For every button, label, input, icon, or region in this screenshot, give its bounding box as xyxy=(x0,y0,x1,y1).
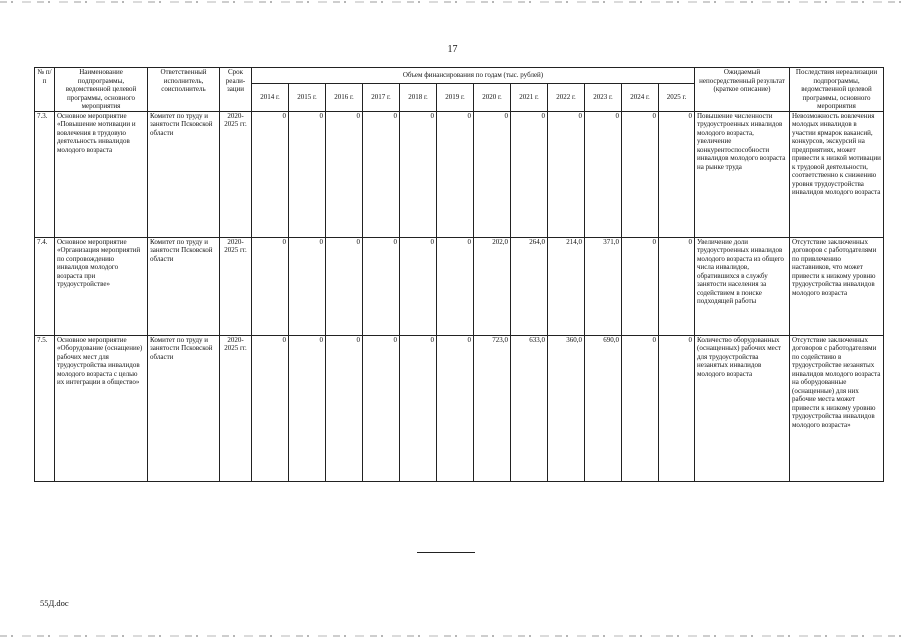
header-year: 2023 г. xyxy=(585,83,622,111)
row-num: 7.4. xyxy=(35,237,55,335)
header-row xyxy=(35,68,884,84)
header-responsible: Ответственный исполнитель, соисполнитель xyxy=(148,68,220,112)
row-consequence: Невозможность вовлечения молодых инвалидов в участии ярмарок вакансий, конкурсов, экскурсий на предприятиях, может привести к низкой мотивации к трудовой деятельности, соответственно к снижению уровня трудоустройства инвалидов молодого возраста xyxy=(790,111,884,237)
separator-line xyxy=(417,552,475,553)
row-value: 0 xyxy=(659,335,695,481)
row-value: 0 xyxy=(511,111,548,237)
row-responsible: Комитет по труду и занятости Псковской области xyxy=(148,111,220,237)
row-value: 0 xyxy=(326,111,363,237)
row-value: 0 xyxy=(585,111,622,237)
row-value: 0 xyxy=(659,111,695,237)
header-name: Наименование подпрограммы, ведомственной целевой программы, основного мероприятия xyxy=(55,68,148,112)
row-value: 0 xyxy=(326,237,363,335)
row-value: 0 xyxy=(622,111,659,237)
row-value: 0 xyxy=(363,335,400,481)
row-value: 0 xyxy=(622,237,659,335)
header-year: 2019 г. xyxy=(437,83,474,111)
header-year: 2014 г. xyxy=(252,83,289,111)
header-result: Ожидаемый непосредственный результат (краткое описание) xyxy=(695,68,790,112)
row-responsible: Комитет по труду и занятости Псковской области xyxy=(148,335,220,481)
header-year: 2016 г. xyxy=(326,83,363,111)
header-term: Срок реали-зации xyxy=(220,68,252,112)
row-value: 0 xyxy=(326,335,363,481)
header-funding: Объем финансирования по годам (тыс. рублей) xyxy=(252,68,695,84)
row-term: 2020-2025 гг. xyxy=(220,335,252,481)
row-value: 214,0 xyxy=(548,237,585,335)
row-result: Увеличение доли трудоустроенных инвалидов молодого возраста из общего числа инвалидов, обратившихся в службу занятости населения за содействием в поиске подходящей работы xyxy=(695,237,790,335)
row-term: 2020-2025 гг. xyxy=(220,237,252,335)
row-result: Повышение численности трудоустроенных инвалидов молодого возраста, увеличение конкурентоспособности инвалидов молодого возраста на рынке труда xyxy=(695,111,790,237)
row-value: 0 xyxy=(289,237,326,335)
header-year: 2018 г. xyxy=(400,83,437,111)
row-value: 360,0 xyxy=(548,335,585,481)
header-year: 2025 г. xyxy=(659,83,695,111)
scan-noise-top xyxy=(0,1,905,3)
document-filename: 55Д.doc xyxy=(40,598,69,608)
row-value: 0 xyxy=(289,111,326,237)
row-value: 633,0 xyxy=(511,335,548,481)
table-row xyxy=(35,335,884,481)
row-value: 0 xyxy=(252,111,289,237)
row-consequence: Отсутствие заключенных договоров с работодателями по привлечению наставников, что может привести к низкому уровню трудоустройства инвалидов молодого возраста xyxy=(790,237,884,335)
row-value: 264,0 xyxy=(511,237,548,335)
row-value: 0 xyxy=(289,335,326,481)
row-value: 0 xyxy=(622,335,659,481)
table-row xyxy=(35,237,884,335)
row-value: 690,0 xyxy=(585,335,622,481)
financing-table xyxy=(34,67,884,482)
header-year: 2017 г. xyxy=(363,83,400,111)
row-name: Основное мероприятие «Оборудование (оснащение) рабочих мест для трудоустройства инвалидов молодого возраста с целью их интеграции в общество» xyxy=(55,335,148,481)
row-value: 723,0 xyxy=(474,335,511,481)
page-number: 17 xyxy=(447,44,458,55)
row-name: Основное мероприятие «Повышение мотивации и вовлечения в трудовую деятельность инвалидов молодого возраста xyxy=(55,111,148,237)
row-value: 0 xyxy=(252,237,289,335)
row-value: 0 xyxy=(400,335,437,481)
row-num: 7.3. xyxy=(35,111,55,237)
row-consequence: Отсутствие заключенных договоров с работодателями по содействию в трудоустройстве незанятых инвалидов молодого возраста на оборудованные (оснащенные) для них рабочие места может привести к низкому уровню трудоустройства инвалидов молодого возраста» xyxy=(790,335,884,481)
row-value: 0 xyxy=(400,237,437,335)
row-value: 0 xyxy=(659,237,695,335)
header-num: № п/п xyxy=(35,68,55,112)
scan-noise-bottom xyxy=(0,635,905,637)
row-result: Количество оборудованных (оснащенных) рабочих мест для трудоустройства незанятых инвалидов молодого возраста xyxy=(695,335,790,481)
row-value: 0 xyxy=(363,111,400,237)
row-value: 371,0 xyxy=(585,237,622,335)
header-year: 2015 г. xyxy=(289,83,326,111)
header-year: 2024 г. xyxy=(622,83,659,111)
row-value: 0 xyxy=(437,335,474,481)
row-value: 0 xyxy=(400,111,437,237)
header-year: 2022 г. xyxy=(548,83,585,111)
header-year: 2021 г. xyxy=(511,83,548,111)
row-name: Основное мероприятие «Организация мероприятий по сопровождению инвалидов молодого возраста при трудоустройстве» xyxy=(55,237,148,335)
header-year: 2020 г. xyxy=(474,83,511,111)
header-consequence: Последствия нереализации подпрограммы, ведомственной целевой программы, основного мероприятия xyxy=(790,68,884,112)
row-term: 2020-2025 гг. xyxy=(220,111,252,237)
row-value: 0 xyxy=(474,111,511,237)
row-value: 0 xyxy=(363,237,400,335)
row-num: 7.5. xyxy=(35,335,55,481)
row-value: 0 xyxy=(437,237,474,335)
row-value: 0 xyxy=(437,111,474,237)
row-responsible: Комитет по труду и занятости Псковской области xyxy=(148,237,220,335)
row-value: 0 xyxy=(548,111,585,237)
table-row xyxy=(35,111,884,237)
row-value: 202,0 xyxy=(474,237,511,335)
row-value: 0 xyxy=(252,335,289,481)
